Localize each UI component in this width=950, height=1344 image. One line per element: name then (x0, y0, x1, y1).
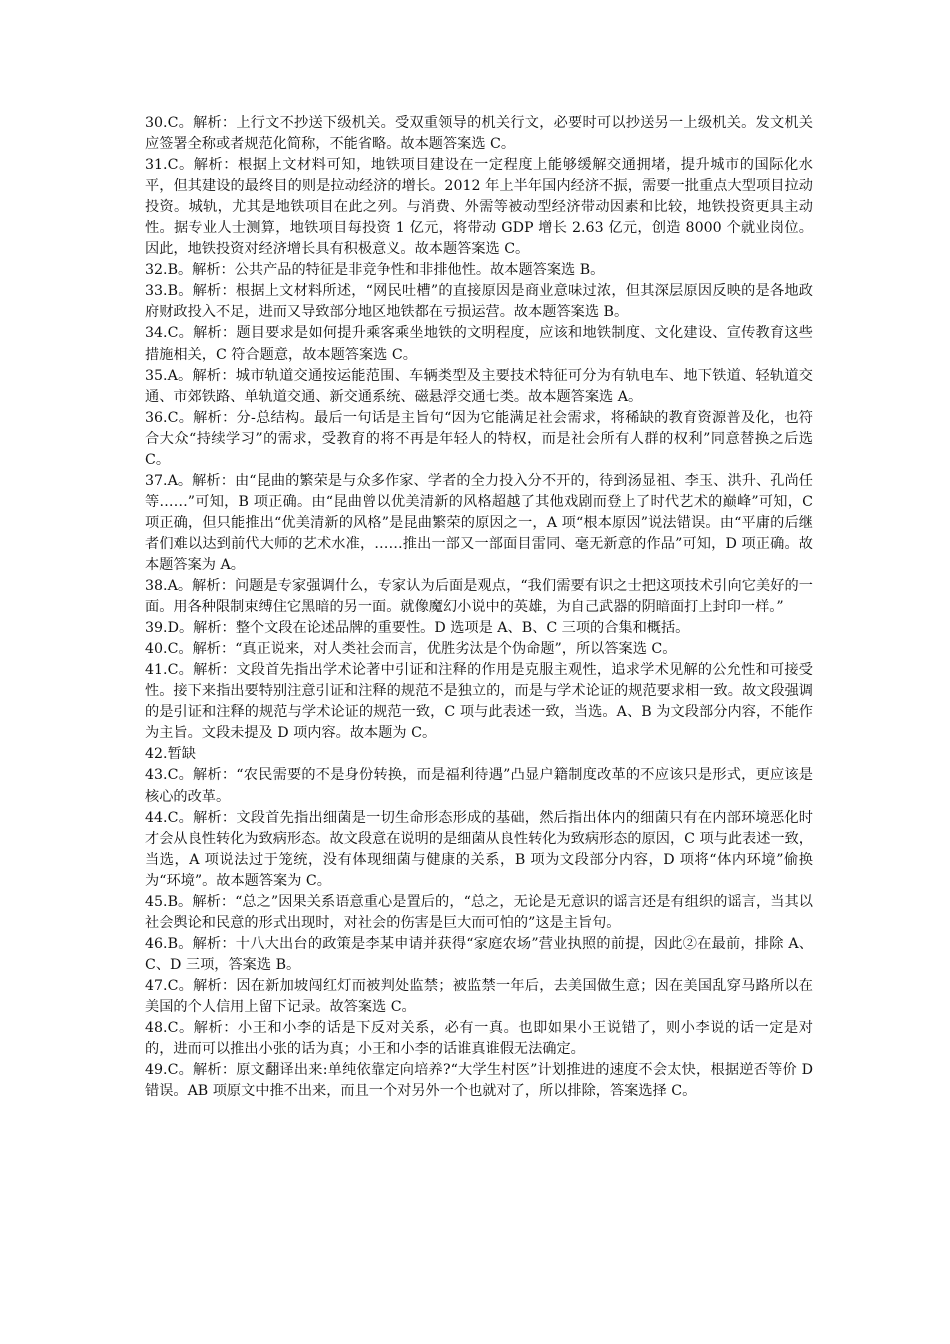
answer-36: 36.C。解析：分-总结构。最后一句话是主旨句“因为它能满足社会需求，将稀缺的教育资源普及化，也符合大众“持续学习”的需求，受教育的将不再是年轻人的特权，而是社会所有人群的权利”同意替换之后选 C。 (145, 409, 813, 468)
answer-48: 48.C。解析：小王和小李的话是下反对关系，必有一真。也即如果小王说错了，则小李说的话一定是对的，进而可以推出小张的话为真；小王和小李的话谁真谁假无法确定。 (145, 1020, 813, 1058)
answer-30: 30.C。解析：上行文不抄送下级机关。受双重领导的机关行文，必要时可以抄送另一上级机关。发文机关应签署全称或者规范化简称，不能省略。故本题答案选 C。 (145, 115, 813, 153)
answer-44: 44.C。解析：文段首先指出细菌是一切生命形态形成的基础，然后指出体内的细菌只有在内部环境恶化时才会从良性转化为致病形态。故文段意在说明的是细菌从良性转化为致病形态的原因，C 项与此表述一致，当选，A 项说法过于笼统，没有体现细菌与健康的关系，B 项为文段部分内容，D 项将“体内环境”偷换为“环境”。故本题答案为 C。 (145, 809, 813, 889)
answer-31: 31.C。解析：根据上文材料可知，地铁项目建设在一定程度上能够缓解交通拥堵，提升城市的国际化水平，但其建设的最终目的则是拉动经济的增长。2012 年上半年国内经济不振，需要一批重点大型项目拉动投资。城轨，尤其是地铁项目在此之列。与消费、外需等被动型经济带动因素和比较，地铁投资更具主动性。据专业人士测算，地铁项目每投资 1 亿元，将带动 GDP 增长 2.63 亿元，创造 8000 个就业岗位。因此，地铁投资对经济增长具有积极意义。故本题答案选 C。 (145, 157, 813, 258)
answer-47: 47.C。解析：因在新加坡闯红灯而被判处监禁；被监禁一年后，去美国做生意；因在美国乱穿马路所以在美国的个人信用上留下记录。故答案选 C。 (145, 977, 813, 1015)
answer-42: 42.暂缺 (145, 746, 196, 763)
answer-34: 34.C。解析：题目要求是如何提升乘客乘坐地铁的文明程度，应该和地铁制度、文化建设、宣传教育这些措施相关，C 符合题意，故本题答案选 C。 (145, 325, 813, 363)
answer-40: 40.C。解析：“真正说来，对人类社会而言，优胜劣汰是个伪命题”，所以答案选 C。 (145, 641, 677, 658)
answer-32: 32.B。解析：公共产品的特征是非竞争性和非排他性。故本题答案选 B。 (145, 262, 605, 279)
answer-33: 33.B。解析：根据上文材料所述，“网民吐槽”的直接原因是商业意味过浓，但其深层原因反映的是各地政府财政投入不足，进而又导致部分地区地铁都在亏损运营。故本题答案选 B。 (145, 283, 813, 321)
answer-41: 41.C。解析：文段首先指出学术论著中引证和注释的作用是克服主观性，追求学术见解的公允性和可接受性。接下来指出要特别注意引证和注释的规范不是独立的，而是与学术论证的规范要求相一致。故文段强调的是引证和注释的规范与学术论证的规范一致，C 项与此表述一致，当选。A、B 为文段部分内容，不能作为主旨。文段未提及 D 项内容。故本题为 C。 (145, 662, 813, 742)
answer-39: 39.D。解析：整个文段在论述品牌的重要性。D 选项是 A、B、C 三项的合集和概括。 (145, 620, 690, 637)
answer-49: 49.C。解析：原文翻译出来:单纯依靠定向培养?“大学生村医”计划推进的速度不会太快，根据逆否等价 D 错误。AB 项原文中推不出来，而且一个对另外一个也就对了，所以排除，答案选择 C。 (145, 1062, 813, 1100)
answer-43: 43.C。解析：“农民需要的不是身份转换，而是福利待遇”凸显户籍制度改革的不应该只是形式，更应该是核心的改革。 (145, 767, 813, 805)
answer-explanations (145, 113, 813, 1102)
answer-35: 35.A。解析：城市轨道交通按运能范围、车辆类型及主要技术特征可分为有轨电车、地下铁道、轻轨道交通、市郊铁路、单轨道交通、新交通系统、磁悬浮交通七类。故本题答案选 A。 (145, 367, 813, 405)
answer-46: 46.B。解析：十八大出台的政策是李某申请并获得“家庭农场”营业执照的前提，因此②在最前，排除 A、C、D 三项，答案选 B。 (145, 935, 813, 973)
answer-38: 38.A。解析：问题是专家强调什么，专家认为后面是观点，“我们需要有识之士把这项技术引向它美好的一面。用各种限制束缚住它黑暗的另一面。就像魔幻小说中的英雄，为自己武器的阴暗面打上封印一样。” (145, 578, 813, 616)
answer-45: 45.B。解析：“总之”因果关系语意重心是置后的，“总之，无论是无意识的谣言还是有组织的谣言，当其以社会舆论和民意的形式出现时，对社会的伤害是巨大而可怕的”这是主旨句。 (145, 893, 813, 931)
answer-37: 37.A。解析：由“昆曲的繁荣是与众多作家、学者的全力投入分不开的，待到汤显祖、李玉、洪升、孔尚任等……”可知，B 项正确。由“昆曲曾以优美清新的风格超越了其他戏剧而登上了时代艺术的巅峰”可知，C 项正确，但只能推出“优美清新的风格”是昆曲繁荣的原因之一，A 项“根本原因”说法错误。由“平庸的后继者们难以达到前代大师的艺术水准，……推出一部又一部面目雷同、毫无新意的作品”可知，D 项正确。故本题答案为 A。 (145, 472, 813, 573)
